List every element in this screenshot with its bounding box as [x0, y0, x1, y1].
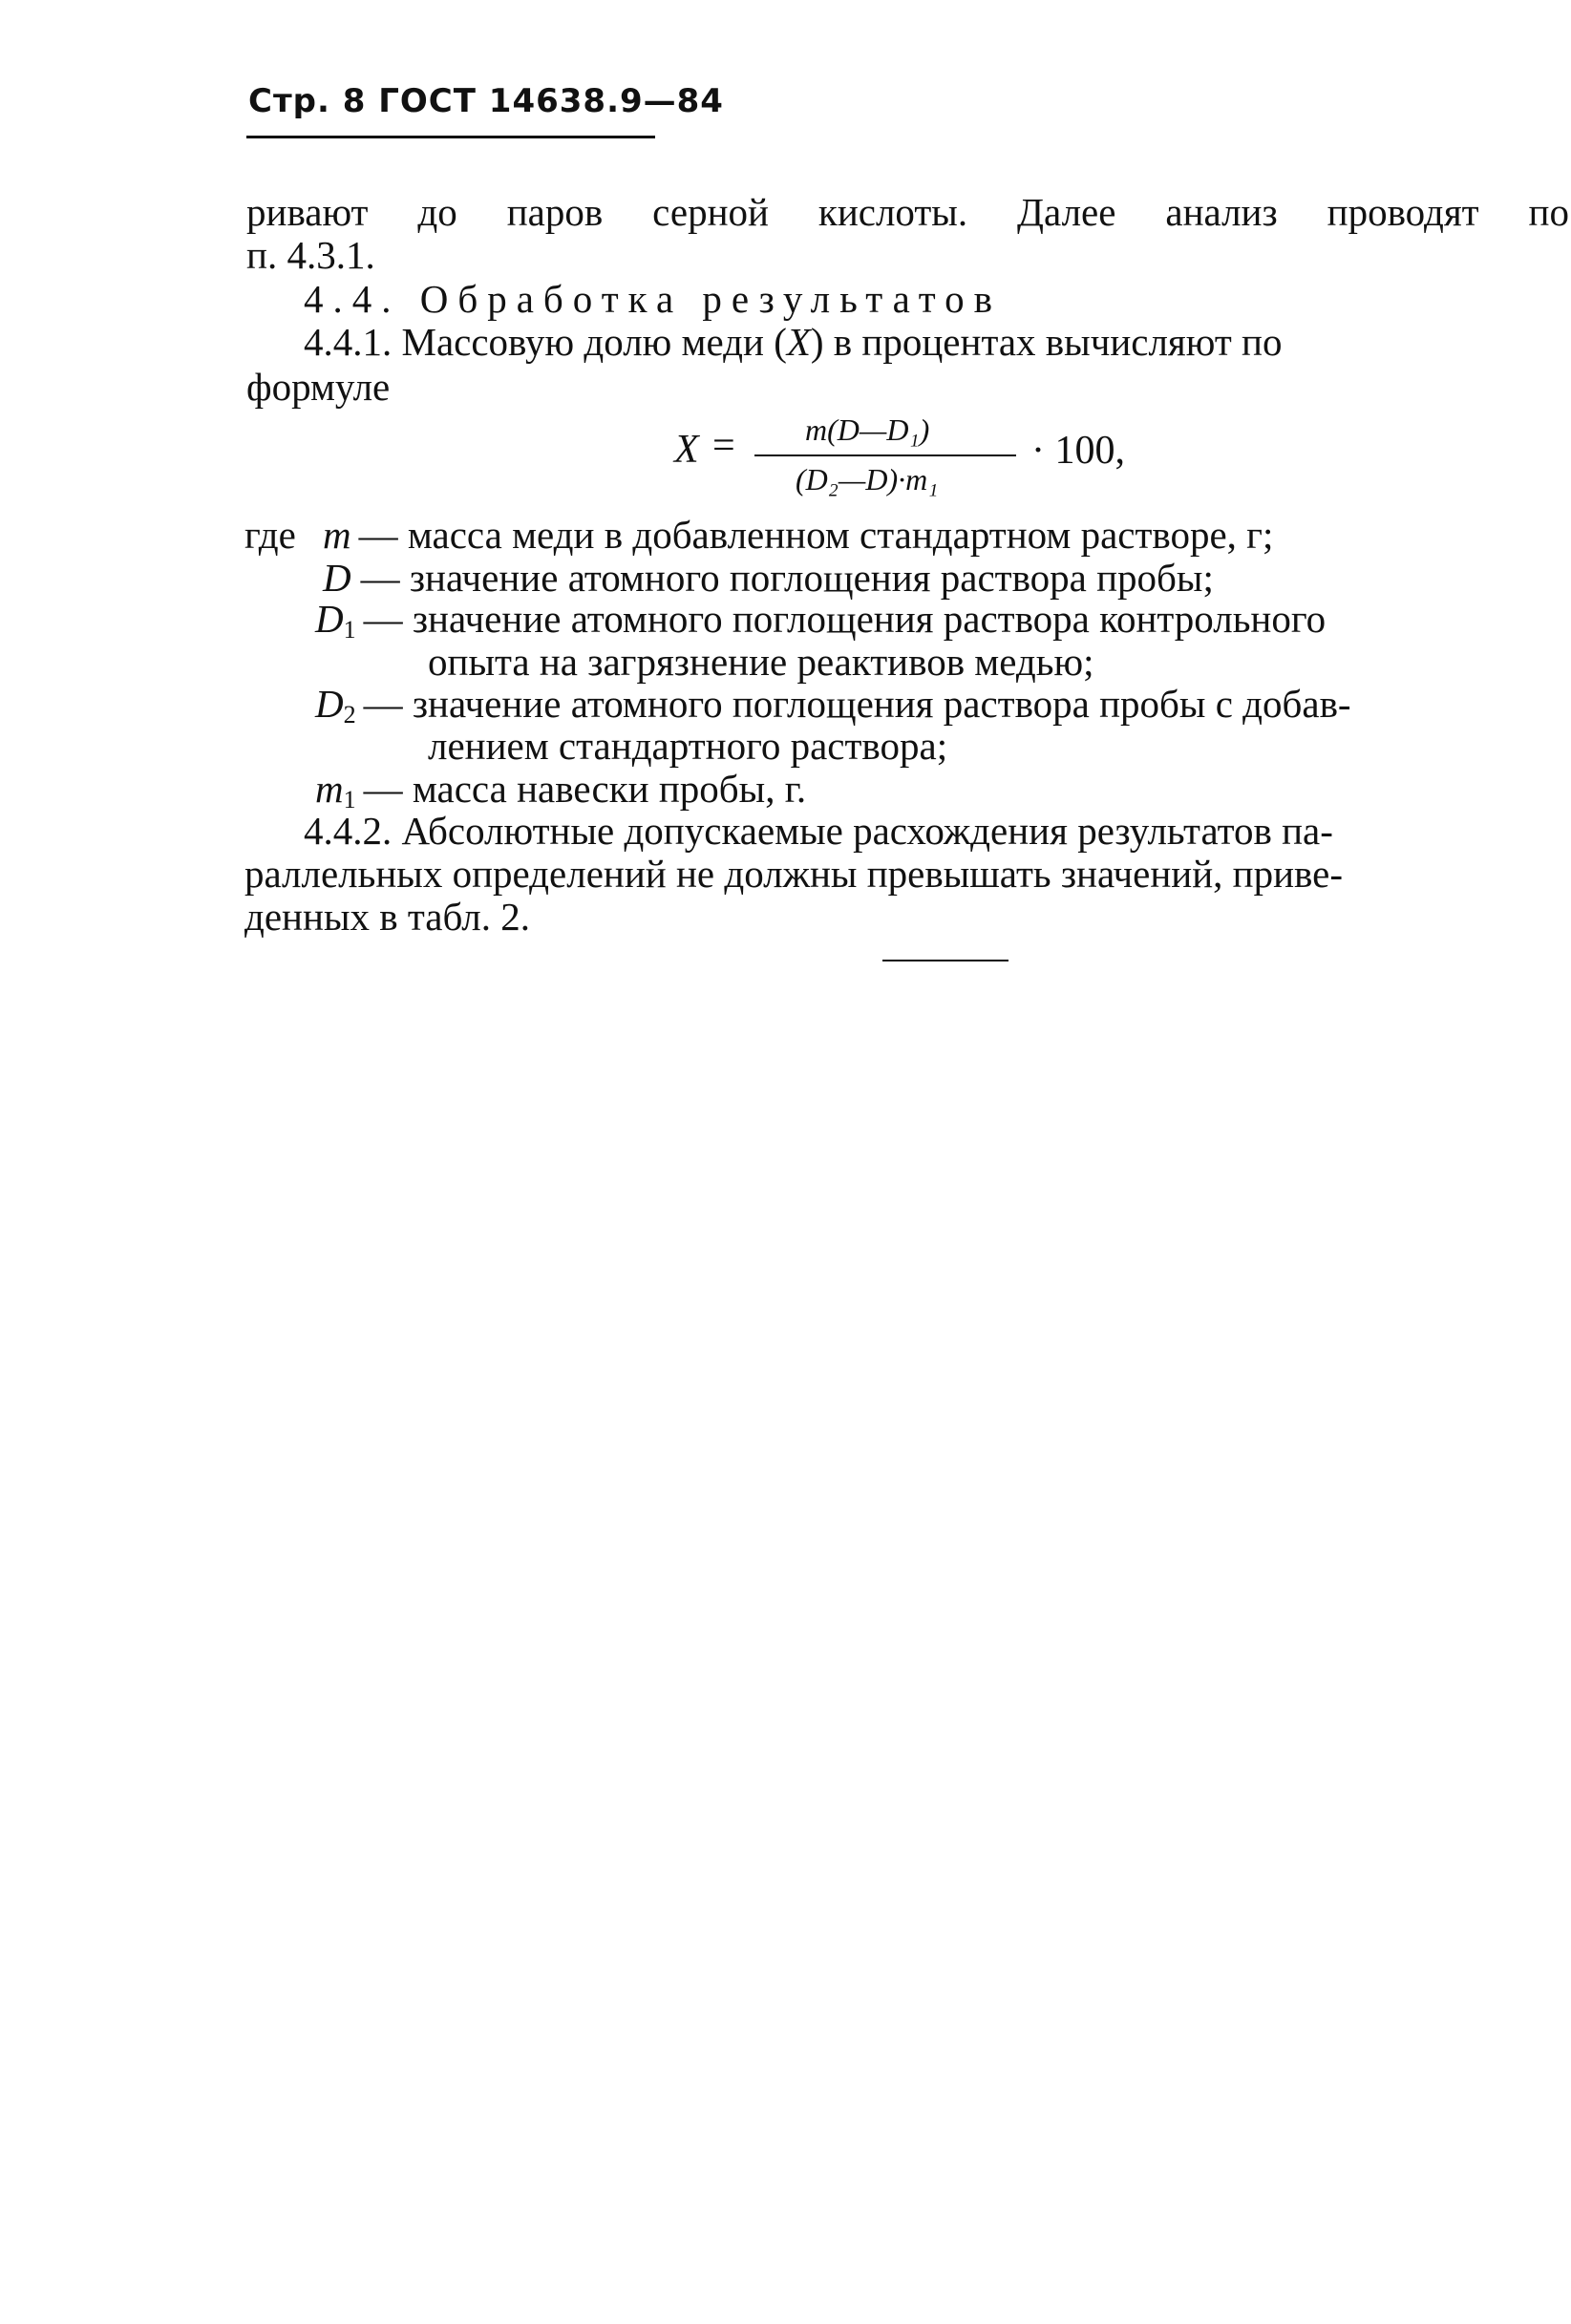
end-rule — [882, 960, 1008, 961]
formula-eq: = — [712, 424, 735, 468]
header-rule — [246, 136, 655, 138]
para-441-line-1 — [304, 320, 1569, 364]
symbol-d: D — [323, 556, 351, 600]
para-442-line-1: 4.4.2. Абсолютные допускаемые расхождения результатов па- — [304, 809, 1333, 853]
fraction-bar — [754, 454, 1016, 456]
formula-lhs: X — [674, 428, 699, 472]
legend-item-m1-text: — масса навески пробы, г. — [363, 767, 807, 811]
symbol-d1: D — [315, 597, 344, 641]
formula-denominator: (D₂—D)·m₁ — [796, 462, 939, 496]
variable-x: X — [786, 320, 811, 364]
para-441-line-2: формуле — [246, 365, 391, 409]
legend-item-d2-cont: лением стандартного раствора; — [428, 724, 948, 768]
symbol-m: m — [323, 513, 351, 557]
symbol-d2: D — [315, 682, 344, 726]
legend-item-m-text: — масса меди в добавленном стандартном растворе, г; — [358, 513, 1274, 557]
section-heading-text: 4.4. Обработка результатов — [304, 277, 1003, 321]
para-441-lead — [304, 320, 1283, 364]
legend-item-m1 — [315, 767, 807, 813]
legend-item-d1-cont: опыта на загрязнение реактивов медью; — [428, 640, 1094, 684]
para-442-line-2: раллельных определений не должны превышать значений, приве- — [244, 852, 1344, 896]
legend-item-d1 — [315, 597, 1567, 644]
formula-factor: · 100, — [1031, 429, 1125, 473]
body-line-1: ривают до паров серной кислоты. Далее анализ проводят по — [246, 190, 1569, 234]
page-header: Стр. 8 ГОСТ 14638.9—84 — [248, 82, 724, 120]
legend-item-d1-text: — значение атомного поглощения раствора контрольного — [363, 597, 1327, 641]
legend-item-d-text: — значение атомного поглощения раствора пробы; — [360, 556, 1214, 600]
legend-item-d1-line-1 — [315, 597, 1327, 644]
symbol-m1-sub: 1 — [343, 786, 356, 813]
symbol-d2-sub: 2 — [343, 701, 356, 729]
symbol-m1: m — [315, 767, 344, 811]
legend-intro: где — [244, 513, 296, 557]
legend-item-m — [323, 513, 1274, 557]
legend-item-d — [323, 556, 1214, 600]
section-heading — [304, 277, 1003, 321]
body-line-2: п. 4.3.1. — [246, 233, 375, 277]
legend-item-d2-text: — значение атомного поглощения раствора пробы с добав- — [363, 682, 1351, 726]
formula-numerator: m(D—D₁) — [805, 412, 930, 447]
para-441-start: 4.4.1. Массовую долю меди ( — [304, 320, 787, 364]
legend-item-d2 — [315, 682, 1351, 729]
para-442-line-3: денных в табл. 2. — [244, 895, 531, 939]
symbol-d1-sub: 1 — [343, 616, 356, 644]
para-441-end: ) в процентах вычисляют по — [810, 320, 1283, 364]
